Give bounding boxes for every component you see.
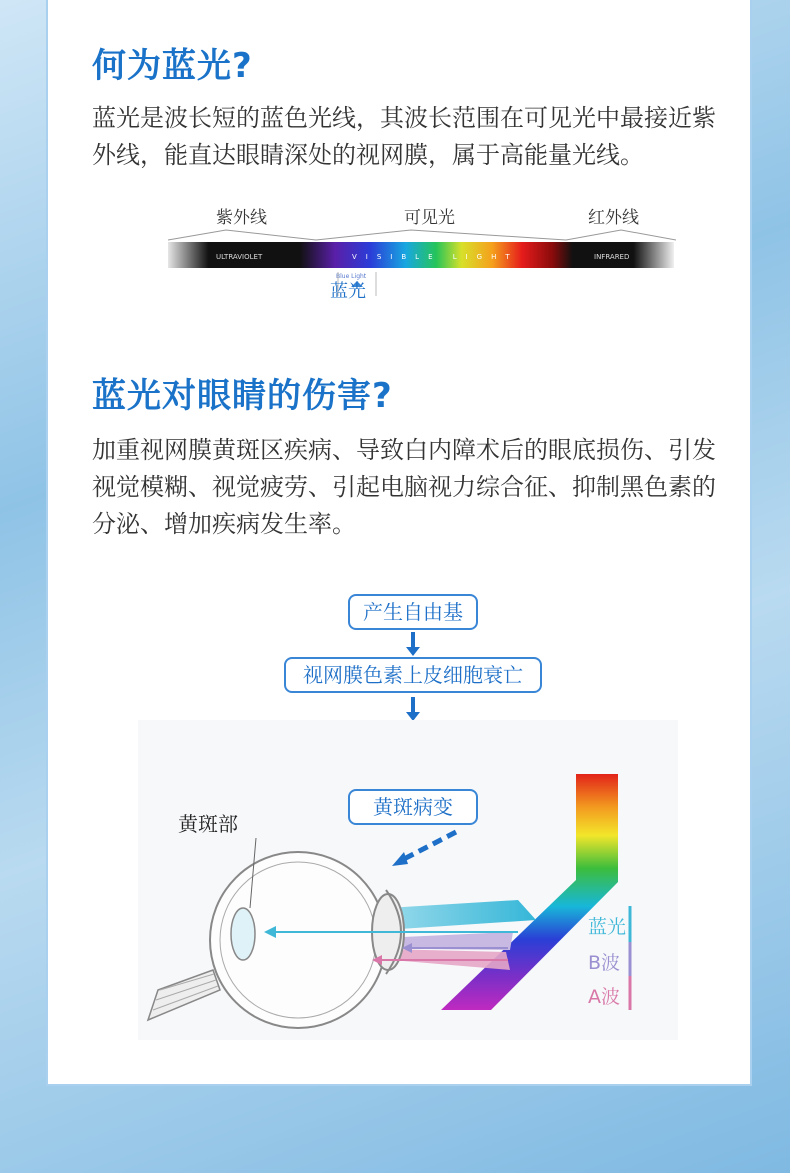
flow-step-4: 黄斑病变 xyxy=(348,789,478,825)
spectrum-bar xyxy=(166,226,676,302)
spectrum-label-visible: 可见光 xyxy=(404,208,455,228)
spectrum-bar-blue-light: Blue Light xyxy=(336,273,367,280)
section-title-blue-light-harm: 蓝光对眼睛的伤害? xyxy=(92,376,393,416)
wave-label-a: A波 xyxy=(588,986,620,1008)
spectrum-bar-ir: INFRARED xyxy=(594,253,630,261)
content-card xyxy=(46,0,752,1086)
flow-arrow-2 xyxy=(411,697,415,713)
section-paragraph-harm: 加重视网膜黄斑区疾病、导致白内障术后的眼底损伤、引发视觉模糊、视觉疲劳、引起电脑视力综合征、抑制黑色素的分泌、增加疾病发生率。 xyxy=(92,436,716,538)
flow-step-2: 视网膜色素上皮细胞衰亡 xyxy=(284,657,542,693)
flow-step-1: 产生自由基 xyxy=(348,594,478,630)
wave-label-blue: 蓝光 xyxy=(588,916,627,938)
section-paragraph-blue-light: 蓝光是波长短的蓝色光线，其波长范围在可见光中最接近紫外线，能直达眼睛深处的视网膜，属于高能量光线。 xyxy=(92,104,716,169)
spectrum-blue-light-label: 蓝光 xyxy=(330,281,366,302)
spectrum-label-ir: 红外线 xyxy=(588,208,639,228)
eye-label-macula: 黄斑部 xyxy=(178,812,238,836)
flow-arrow-1 xyxy=(411,632,415,648)
spectrum-label-uv: 紫外线 xyxy=(216,208,267,228)
spectrum-bar-visible: VISIBLE LIGHT xyxy=(352,253,519,261)
wave-label-b: B波 xyxy=(588,952,621,974)
section-title-what-is-blue-light: 何为蓝光? xyxy=(92,46,253,86)
spectrum-bar-uv: ULTRAVIOLET xyxy=(216,253,263,261)
